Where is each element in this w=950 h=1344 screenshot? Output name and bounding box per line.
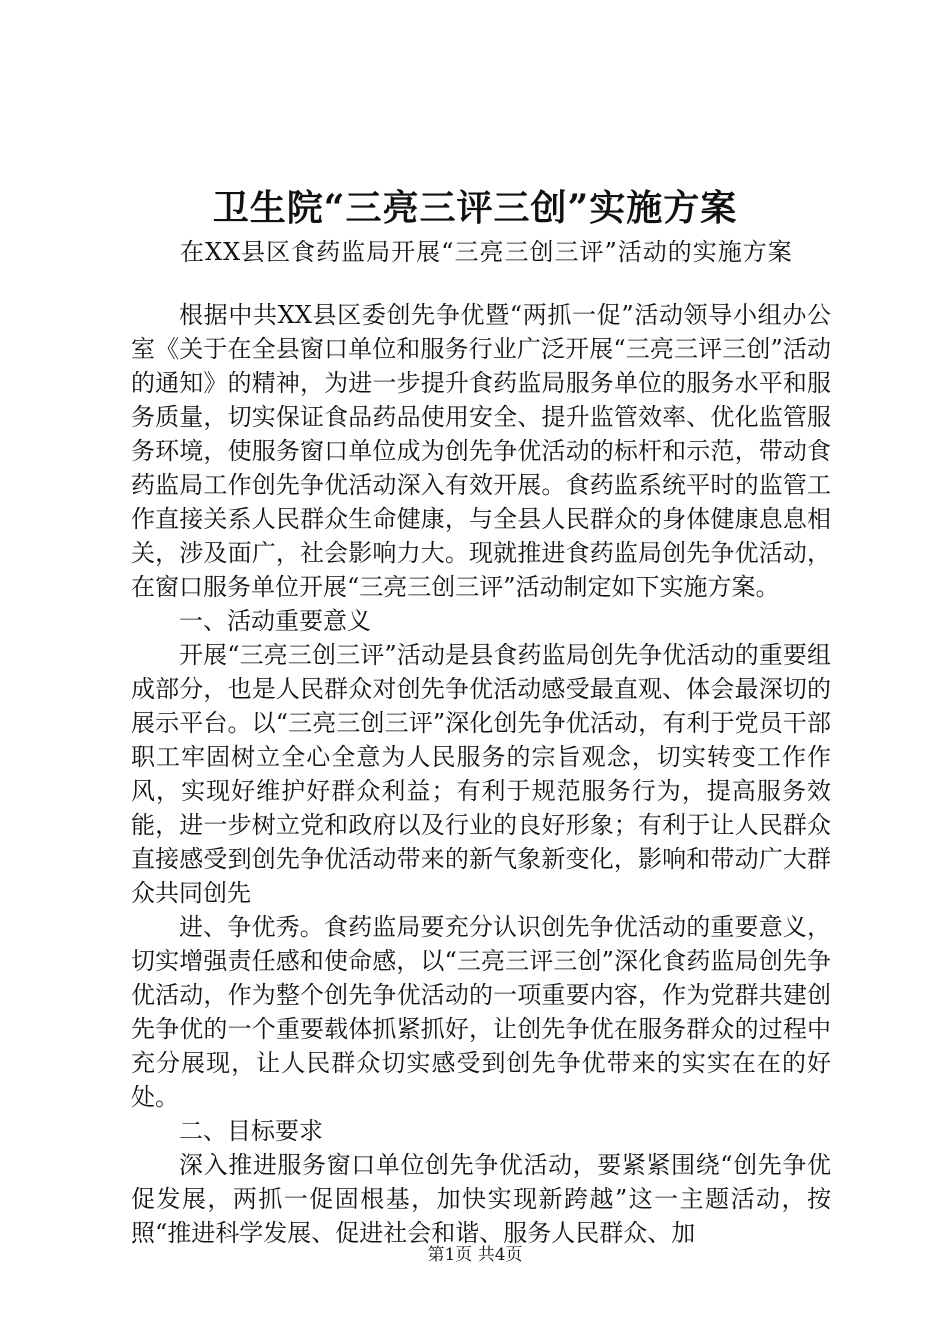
document-body: [131, 298, 831, 1250]
paragraph-goals: 深入推进服务窗口单位创先争优活动，要紧紧围绕“创先争优促发展，两抓一促固根基，加快实现新跨越”这一主题活动，按照“推进科学发展、促进社会和谐、服务人民群众、加: [131, 1151, 831, 1247]
paragraph-significance-cont: 进、争优秀。食药监局要充分认识创先争优活动的重要意义，切实增强责任感和使命感，以“三亮三评三创”深化食药监局创先争优活动，作为整个创先争优活动的一项重要内容，作为党群共建创先争优的一个重要载体抓紧抓好，让创先争优在服务群众的过程中充分展现，让人民群众切实感受到创先争优带来的实实在在的好处。: [131, 913, 831, 1111]
paragraph-significance: 开展“三亮三创三评”活动是县食药监局创先争优活动的重要组成部分，也是人民群众对创先争优活动感受最直观、体会最深切的展示平台。以“三亮三创三评”深化创先争优活动，有利于党员干部职工牢固树立全心全意为人民服务的宗旨观念，切实转变工作作风，实现好维护好群众利益；有利于规范服务行为，提高服务效能，进一步树立党和政府以及行业的良好形象；有利于让人民群众直接感受到创先争优活动带来的新气象新变化，影响和带动广大群众共同创先: [131, 641, 831, 907]
document-subtitle: 在XX县区食药监局开展“三亮三创三评”活动的实施方案: [180, 238, 793, 266]
document-title: 卫生院“三亮三评三创”实施方案: [212, 187, 738, 229]
section-heading-2: 二、目标要求: [179, 1117, 323, 1145]
page-number-footer: 第1页 共4页: [427, 1245, 523, 1265]
section-heading-1: 一、活动重要意义: [179, 607, 371, 635]
paragraph-intro: 根据中共XX县区委创先争优暨“两抓一促”活动领导小组办公室《关于在全县窗口单位和服务行业广泛开展“三亮三评三创”活动的通知》的精神，为进一步提升食药监局服务单位的服务水平和服务质量，切实保证食品药品使用安全、提升监管效率、优化监管服务环境，使服务窗口单位成为创先争优活动的标杆和示范，带动食药监局工作创先争优活动深入有效开展。食药监系统平时的监管工作直接关系人民群众生命健康，与全县人民群众的身体健康息息相关，涉及面广，社会影响力大。现就推进食药监局创先争优活动，在窗口服务单位开展“三亮三创三评”活动制定如下实施方案。: [131, 301, 831, 601]
